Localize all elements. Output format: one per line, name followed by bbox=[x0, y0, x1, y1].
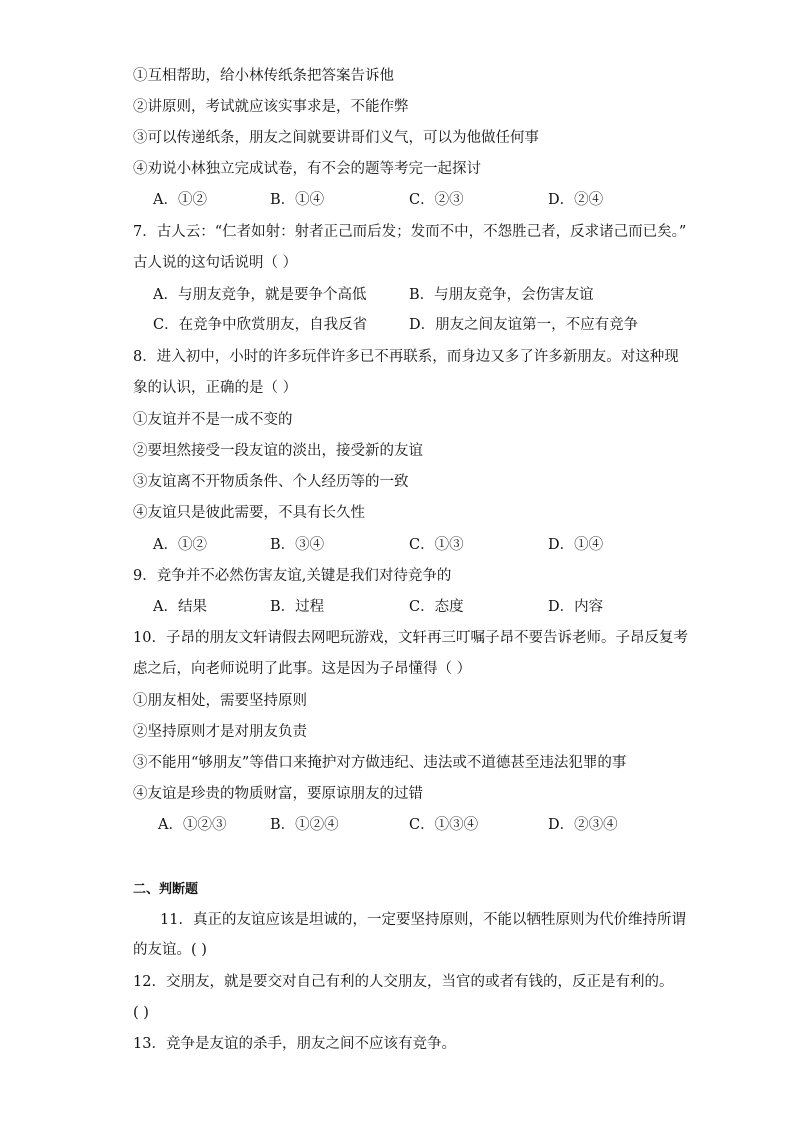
section-title-judgment: 二、判断题 bbox=[133, 882, 199, 897]
q7-option-b: B．与朋友竞争，会伤害友谊 bbox=[409, 287, 594, 303]
q6-item-3: ③可以传递纸条，朋友之间就要讲哥们义气，可以为他做任何事 bbox=[133, 130, 539, 146]
q10-item-2: ②坚持原则才是对朋友负责 bbox=[133, 724, 307, 740]
q7-option-d: D．朋友之间友谊第一，不应有竞争 bbox=[409, 317, 639, 333]
q6-option-d: D．②④ bbox=[548, 192, 604, 208]
q10-option-c: C．①③④ bbox=[409, 817, 479, 833]
q8-item-1: ①友谊并不是一成不变的 bbox=[133, 412, 293, 428]
q6-option-b: B．①④ bbox=[270, 192, 325, 208]
q8-option-c: C．①③ bbox=[409, 537, 464, 553]
q10-item-3: ③不能用“够朋友”等借口来掩护对方做违纪、违法或不道德甚至违法犯罪的事 bbox=[133, 755, 627, 771]
q10-stem-line1: 10．子昂的朋友文轩请假去网吧玩游戏，文轩再三叮嘱子昂不要告诉老师。子昂反复考 bbox=[133, 630, 688, 646]
q10-stem-line2: 虑之后，向老师说明了此事。这是因为子昂懂得（ ） bbox=[133, 661, 472, 677]
q10-item-4: ④友谊是珍贵的物质财富，要原谅朋友的过错 bbox=[133, 786, 423, 802]
q6-option-c: C．②③ bbox=[409, 192, 464, 208]
q6-item-4: ④劝说小林独立完成试卷，有不会的题等考完一起探讨 bbox=[133, 161, 481, 177]
q8-option-a: A．①② bbox=[153, 537, 207, 553]
q9-option-a: A．结果 bbox=[153, 599, 207, 615]
q7-option-a: A．与朋友竞争，就是要争个高低 bbox=[153, 287, 367, 303]
q13-line1: 13．竞争是友谊的杀手，朋友之间不应该有竞争。 bbox=[133, 1036, 456, 1052]
q6-item-1: ①互相帮助，给小林传纸条把答案告诉他 bbox=[133, 68, 394, 84]
q12-line1: 12．交朋友，就是要交对自己有利的人交朋友，当官的或者有钱的，反正是有利的。 bbox=[133, 974, 674, 990]
q9-stem: 9．竞争并不必然伤害友谊,关键是我们对待竞争的 bbox=[133, 568, 452, 584]
q8-stem-line1: 8．进入初中，小时的许多玩伴许多已不再联系，而身边又多了许多新朋友。对这种现 bbox=[133, 349, 679, 365]
q6-option-a: A．①② bbox=[153, 192, 207, 208]
q9-option-b: B．过程 bbox=[270, 599, 325, 615]
q6-item-2: ②讲原则，考试就应该实事求是，不能作弊 bbox=[133, 99, 409, 115]
q9-option-c: C．态度 bbox=[409, 599, 464, 615]
q8-option-d: D．①④ bbox=[548, 537, 604, 553]
q10-option-a: A．①②③ bbox=[158, 817, 227, 833]
q12-line2: ( ) bbox=[133, 1005, 149, 1021]
q11-line1: 11．真正的友谊应该是坦诚的，一定要坚持原则，不能以牺牲原则为代价维持所谓 bbox=[160, 912, 686, 928]
q10-option-d: D．②③④ bbox=[548, 817, 618, 833]
q8-item-4: ④友谊只是彼此需要，不具有长久性 bbox=[133, 505, 365, 521]
q8-item-3: ③友谊离不开物质条件、个人经历等的一致 bbox=[133, 474, 409, 490]
q8-stem-line2: 象的认识，正确的是（ ） bbox=[133, 380, 298, 396]
q7-stem-line1: 7．古人云：“仁者如射：射者正己而后发；发而不中，不怨胜己者，反求诸己而已矣。” bbox=[133, 224, 687, 240]
q7-stem-line2: 古人说的这句话说明（ ） bbox=[133, 255, 298, 271]
q7-option-c: C．在竞争中欣赏朋友，自我反省 bbox=[153, 317, 368, 333]
q11-line2: 的友谊。( ) bbox=[133, 942, 207, 958]
q9-option-d: D．内容 bbox=[548, 599, 604, 615]
q8-option-b: B．③④ bbox=[270, 537, 325, 553]
q8-item-2: ②要坦然接受一段友谊的淡出，接受新的友谊 bbox=[133, 443, 423, 459]
q10-option-b: B．①②④ bbox=[270, 817, 339, 833]
q10-item-1: ①朋友相处，需要坚持原则 bbox=[133, 693, 307, 709]
